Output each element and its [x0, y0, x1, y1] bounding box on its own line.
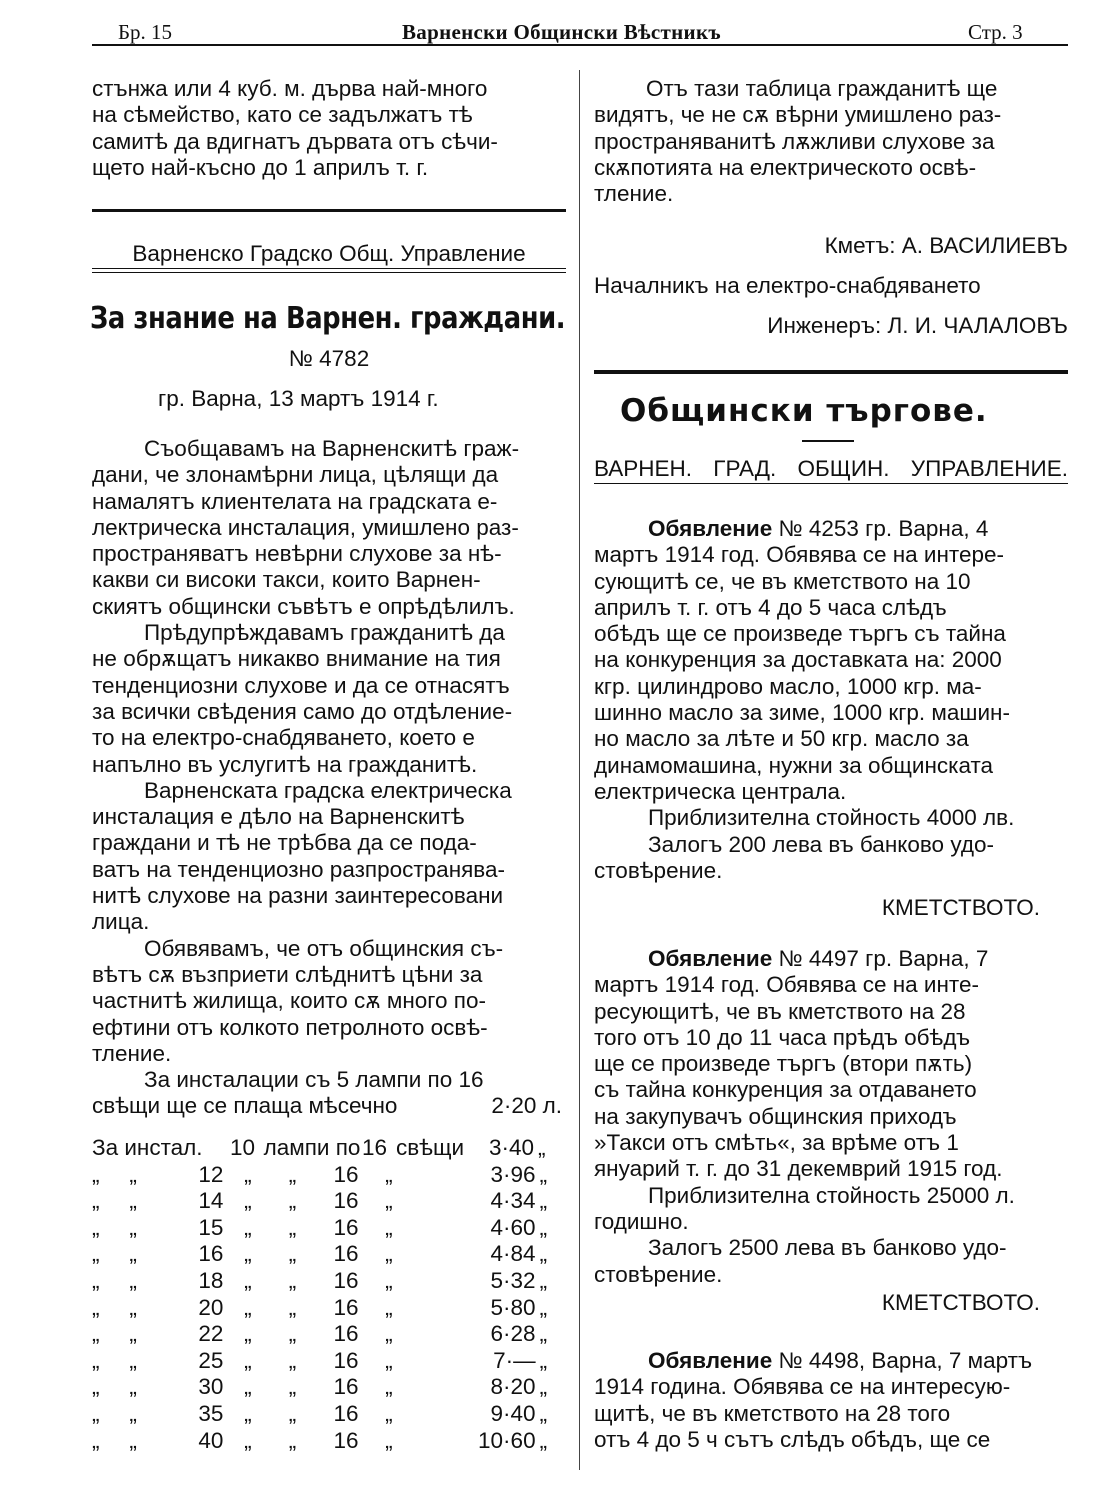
paragraph: [92, 436, 566, 620]
rate-candles: 16: [333, 1427, 359, 1453]
rate-lamps: 10: [230, 1135, 256, 1160]
rate-price: 4·84: [490, 1241, 536, 1267]
rate-lamps: 22: [198, 1321, 224, 1347]
text-line: Приблизителна стойность 4000 лв.: [648, 805, 1015, 831]
ditto-mark: „: [92, 1294, 100, 1320]
ditto-mark: „: [288, 1347, 297, 1373]
text-line: на закупувачъ общинския приходъ: [594, 1103, 957, 1129]
text-line: того отъ 10 до 11 часа прѣдъ обѣдъ: [594, 1024, 971, 1050]
text-line: граждани и тѣ не трѣбва да се пода-: [92, 830, 477, 856]
paragraph: [92, 778, 566, 936]
ditto-mark: „: [385, 1400, 393, 1426]
text-line: априлъ т. г. отъ 4 до 5 часа слѣдъ: [594, 594, 947, 620]
rate-row: [92, 1428, 566, 1455]
ditto-mark: „: [92, 1267, 100, 1293]
text-line: тенденциозни слухове и да се отнасятъ: [92, 672, 510, 698]
ditto-mark: „: [244, 1374, 252, 1400]
ditto-mark: „: [288, 1374, 297, 1400]
rate-price: 3·40: [488, 1135, 534, 1160]
ditto-mark: „: [129, 1400, 137, 1426]
rate-row: [92, 1188, 566, 1215]
ditto-mark: „: [92, 1374, 100, 1400]
conclusion-paragraph: [594, 76, 1068, 207]
ditto-mark: „: [244, 1294, 252, 1320]
intro-paragraph: [92, 76, 566, 181]
ditto-mark: „: [92, 1400, 100, 1426]
text-line: мартъ 1914 год. Обявява се на интере-: [594, 542, 1004, 568]
rate-mid: лампи по: [263, 1135, 361, 1160]
text-line: тление.: [594, 181, 674, 207]
text-line: 1914 година. Обявява се на интересую-: [594, 1374, 1011, 1400]
rate-lamps: 40: [198, 1427, 224, 1453]
ad-label: Обявление: [648, 946, 773, 971]
rate-row: [92, 1348, 566, 1375]
text-line-part: свѣщи ще се плаща мѣсечно: [92, 1093, 398, 1119]
text-line: за всички свѣдения само до отдѣление-: [92, 698, 513, 724]
text-line: мартъ 1914 год. Обявява се на инте-: [594, 972, 979, 998]
ditto-mark: „: [129, 1161, 137, 1187]
ditto-mark: „: [288, 1241, 297, 1267]
rate-word: свѣщи: [396, 1135, 465, 1160]
text-line: сующитѣ се, че въ кметството на 10: [594, 568, 971, 594]
text-line: съ тайна конкуренция за отдаването: [594, 1077, 977, 1103]
ditto-mark: „: [92, 1161, 100, 1187]
ditto-mark: „: [244, 1214, 252, 1240]
section-department: ВАРНЕН. ГРАД. ОБЩИН. УПРАВЛЕНИЕ.: [594, 456, 1068, 481]
ditto-mark: „: [385, 1347, 393, 1373]
text-line: инсталация е дѣло на Варненскитѣ: [92, 804, 465, 830]
ditto-mark: „: [129, 1294, 137, 1320]
text-line: скѫпотията на електрическото освѣ-: [594, 154, 977, 180]
rate-prefix: За инстал.: [92, 1135, 203, 1160]
text-line: Залогъ 200 лева въ банково удо-: [648, 831, 994, 857]
ditto-mark: „: [92, 1347, 100, 1373]
rate-candles: 16: [333, 1294, 359, 1320]
announcement-number: № 4782: [288, 346, 370, 371]
ditto-mark: „: [385, 1321, 393, 1347]
department-heading: Варненско Градско Общ. Управление: [132, 241, 526, 266]
text-line: самитѣ да вдигнатъ дървата отъ сѣчи-: [92, 128, 498, 154]
ditto-mark: „: [385, 1427, 393, 1453]
rate-row: [92, 1374, 566, 1401]
announcement-4498: [594, 1348, 1068, 1453]
ditto-mark: „: [129, 1427, 137, 1453]
column-divider: [579, 70, 580, 1470]
ditto-mark: „: [288, 1188, 297, 1214]
text-line: Обявявамъ, че отъ общинския съ-: [144, 935, 504, 961]
text-line: какви си високи такси, които Варнен-: [92, 567, 481, 593]
ad-label: Обявление: [648, 1348, 773, 1373]
ditto-mark: „: [539, 1400, 548, 1426]
text-line: то на електро-снабдяването, което е: [92, 725, 475, 751]
text-line: лектрическа инсталация, умишлено раз-: [92, 514, 519, 540]
rate-candles: 16: [362, 1135, 388, 1160]
text-line: тление.: [92, 1040, 172, 1066]
ditto-mark: „: [288, 1267, 297, 1293]
ditto-mark: „: [129, 1374, 137, 1400]
municipality-signature: КМЕТСТВОТО.: [881, 1290, 1040, 1315]
ditto-mark: „: [244, 1347, 252, 1373]
text-line: ресующитѣ, че въ кметството на 28: [594, 998, 966, 1024]
text-line: [594, 516, 1068, 542]
text-line: Варненската градска електрическа: [144, 777, 512, 803]
rates-intro: [92, 1067, 566, 1120]
text-line: електрическа централа.: [594, 778, 847, 804]
text-line: Прѣдупрѣждавамъ гражданитѣ да: [144, 620, 505, 646]
text-line: стънжа или 4 куб. м. дърва най-много: [92, 76, 488, 101]
rate-lamps: 12: [198, 1161, 224, 1187]
rates-table-container: [92, 1135, 566, 1454]
rate-lamps: 25: [198, 1347, 224, 1373]
ditto-mark: „: [288, 1214, 297, 1240]
ditto-mark: „: [385, 1267, 393, 1293]
rate-row: [92, 1401, 566, 1428]
issue-number: Бр. 15: [118, 20, 173, 44]
text-line: [92, 1093, 566, 1119]
ditto-mark: „: [129, 1188, 137, 1214]
text-line: отъ 4 до 5 ч сътъ слѣдъ обѣдъ, ще се: [594, 1426, 991, 1452]
ditto-mark: „: [244, 1161, 252, 1187]
ditto-mark: „: [288, 1294, 297, 1320]
text-line: но масло за лѣте и 50 кгр. масло за: [594, 726, 969, 752]
ditto-mark: „: [385, 1241, 393, 1267]
rate-candles: 16: [333, 1267, 359, 1293]
ditto-mark: „: [539, 1241, 548, 1267]
ditto-mark: „: [539, 1294, 548, 1320]
text-line: вѣтъ сѫ възприети слѣднитѣ цѣни за: [92, 961, 483, 987]
ditto-mark: „: [92, 1214, 100, 1240]
ditto-mark: „: [92, 1188, 100, 1214]
ditto-mark: „: [92, 1241, 100, 1267]
text-line: видятъ, че не сѫ вѣрни умишлено раз-: [594, 102, 1002, 128]
rate-candles: 16: [333, 1374, 359, 1400]
newspaper-title: Варненски Общински Вѣстникъ: [402, 20, 721, 44]
ditto-mark: „: [129, 1267, 137, 1293]
rate-candles: 16: [333, 1241, 359, 1267]
rate-lamps: 15: [198, 1214, 224, 1240]
ditto-mark: „: [244, 1427, 252, 1453]
announcement-4497: [594, 946, 1068, 1288]
ditto-mark: „: [288, 1427, 297, 1453]
rate-lamps: 35: [198, 1400, 224, 1426]
rate-price: 5·32: [490, 1267, 536, 1293]
text-line: дани, че злонамѣрни лица, цѣлящи да: [92, 462, 499, 488]
rates-first-row: [92, 1135, 566, 1162]
ditto-mark: „: [129, 1214, 137, 1240]
ditto-mark: „: [539, 1161, 548, 1187]
ditto-mark: „: [385, 1294, 393, 1320]
text-line: стовѣрение.: [594, 1261, 723, 1287]
rate-lamps: 16: [198, 1241, 224, 1267]
announcement-title: За знание на Варнен. граждани.: [90, 301, 566, 336]
ditto-mark: „: [244, 1321, 252, 1347]
text-line: динамомашина, нужни за общинската: [594, 752, 994, 778]
rate-candles: 16: [333, 1214, 359, 1240]
ad-first-line: № 4498, Варна, 7 мартъ: [772, 1348, 1033, 1373]
right-column: [594, 76, 1068, 207]
ditto-mark: „: [539, 1427, 548, 1453]
chief-title: Началникъ на електро-снабдяването: [594, 273, 981, 298]
ditto-mark: „: [244, 1241, 252, 1267]
text-line: на сѣмейство, като се задължатъ тѣ: [92, 102, 473, 128]
text-line: кгр. цилиндрово масло, 1000 кгр. ма-: [594, 673, 982, 699]
rate-price: 2·20 л.: [491, 1093, 562, 1119]
short-rule: [802, 440, 854, 442]
ditto-mark: „: [385, 1161, 393, 1187]
ad-first-line: № 4497 гр. Варна, 7: [772, 946, 989, 971]
ditto-mark: „: [92, 1427, 100, 1453]
ditto-mark: „: [129, 1347, 137, 1373]
text-line: годишно.: [594, 1208, 689, 1234]
text-line: щитѣ, че въ кметството на 28 того: [594, 1400, 951, 1426]
rate-row: [92, 1295, 566, 1322]
announcement-body: [92, 436, 566, 1120]
text-line: Приблизителна стойность 25000 л.: [648, 1182, 1015, 1208]
rate-price: 4·34: [490, 1188, 536, 1214]
section-rule-thick: [92, 209, 566, 212]
text-line: обѣдъ ще се произведе търгъ съ тайна: [594, 621, 1006, 647]
rate-price: 9·40: [490, 1400, 536, 1426]
ditto-mark: „: [129, 1321, 137, 1347]
ditto-mark: „: [539, 1321, 548, 1347]
text-line: пространяватъ невѣрни слухове за нѣ-: [92, 541, 502, 567]
rate-price: 4·60: [490, 1214, 536, 1240]
rate-row: [92, 1241, 566, 1268]
municipality-signature: КМЕТСТВОТО.: [881, 895, 1040, 920]
ad-label: Обявление: [648, 516, 773, 541]
rate-row: [92, 1321, 566, 1348]
text-line: [594, 946, 1068, 972]
rate-price: 6·28: [490, 1321, 536, 1347]
text-line: шинно масло за зиме, 1000 кгр. машин-: [594, 700, 1010, 726]
rate-price: 8·20: [490, 1374, 536, 1400]
ad-first-line: № 4253 гр. Варна, 4: [772, 516, 989, 541]
ditto-mark: „: [539, 1374, 548, 1400]
rate-candles: 16: [333, 1400, 359, 1426]
text-line: Отъ тази таблица гражданитѣ ще: [646, 76, 998, 101]
rate-row: [92, 1162, 566, 1189]
rate-ditto: „: [538, 1135, 546, 1160]
page-number: Стр. 3: [968, 20, 1023, 44]
ditto-mark: „: [539, 1347, 548, 1373]
section-rule-thick: [594, 370, 1068, 374]
ditto-mark: „: [244, 1267, 252, 1293]
announcement-4253: [594, 516, 1068, 884]
text-line: Съобщавамъ на Варненскитѣ граж-: [144, 436, 520, 461]
text-line: скиятъ общински съвѣтъ е опрѣдѣлилъ.: [92, 593, 515, 619]
text-line: За инсталации съ 5 лампи по 16: [144, 1067, 484, 1093]
header-rule: [92, 44, 1068, 46]
rate-price: 5·80: [490, 1294, 536, 1320]
text-line: януарий т. г. до 31 декемврий 1915 год.: [594, 1156, 1003, 1182]
text-line: [594, 1348, 1068, 1374]
mayor-signature: Кметъ: А. ВАСИЛИЕВЪ: [824, 233, 1068, 258]
rate-lamps: 18: [198, 1267, 224, 1293]
ditto-mark: „: [385, 1214, 393, 1240]
ditto-mark: „: [244, 1400, 252, 1426]
rate-price: 10·60: [478, 1427, 536, 1453]
rate-candles: 16: [333, 1347, 359, 1373]
text-line: частнитѣ жилища, които сѫ много по-: [92, 988, 486, 1014]
left-column: [92, 76, 566, 181]
paragraph: [92, 936, 566, 1067]
text-line: стовѣрение.: [594, 857, 723, 883]
text-line: не обрѫщатъ никакво внимание на тия: [92, 646, 501, 672]
department-rule: [594, 483, 1068, 484]
ditto-mark: „: [92, 1321, 100, 1347]
ditto-mark: „: [288, 1321, 297, 1347]
section-title: Общински търгове.: [620, 393, 988, 429]
text-line: лица.: [92, 909, 150, 935]
ditto-mark: „: [385, 1374, 393, 1400]
department-rule: [92, 268, 566, 269]
text-line: напълно въ услугитѣ на гражданитѣ.: [92, 751, 478, 777]
text-line: ефтини отъ колкото петролното освѣ-: [92, 1014, 488, 1040]
rates-table: [92, 1162, 566, 1455]
ditto-mark: „: [539, 1214, 548, 1240]
rate-row: [92, 1215, 566, 1242]
text-line: ще се произведе търгъ (втори пѫть): [594, 1051, 973, 1077]
ditto-mark: „: [288, 1161, 297, 1187]
text-line: на конкуренция за доставката на: 2000: [594, 647, 1002, 673]
text-line: нитѣ слухове на разни заинтересовани: [92, 883, 504, 909]
rate-lamps: 30: [198, 1374, 224, 1400]
rate-candles: 16: [333, 1188, 359, 1214]
ditto-mark: „: [539, 1267, 548, 1293]
rate-row: [92, 1268, 566, 1295]
ditto-mark: „: [129, 1241, 137, 1267]
rate-candles: 16: [333, 1161, 359, 1187]
rate-price: 7·—: [493, 1347, 536, 1373]
department-rule-2: [92, 272, 566, 273]
place-date: гр. Варна, 13 мартъ 1914 г.: [158, 386, 439, 411]
paragraph: [92, 620, 566, 778]
engineer-signature: Инженеръ: Л. И. ЧАЛАЛОВЪ: [767, 313, 1068, 338]
text-line: щето най-късно до 1 априлъ т. г.: [92, 154, 429, 180]
text-line: »Такси отъ смѣть«, за врѣме отъ 1: [594, 1130, 959, 1156]
ditto-mark: „: [244, 1188, 252, 1214]
ditto-mark: „: [385, 1188, 393, 1214]
rate-candles: 16: [333, 1321, 359, 1347]
text-line: Залогъ 2500 лева въ банково удо-: [648, 1235, 1007, 1261]
rate-lamps: 14: [198, 1188, 224, 1214]
ditto-mark: „: [288, 1400, 297, 1426]
text-line: намалятъ клиентелата на градската е-: [92, 488, 498, 514]
rate-lamps: 20: [198, 1294, 224, 1320]
text-line: пространяванитѣ лѫжливи слухове за: [594, 128, 995, 154]
rate-price: 3·96: [490, 1161, 536, 1187]
text-line: ватъ на тенденциозно разпространява-: [92, 856, 506, 882]
ditto-mark: „: [539, 1188, 548, 1214]
